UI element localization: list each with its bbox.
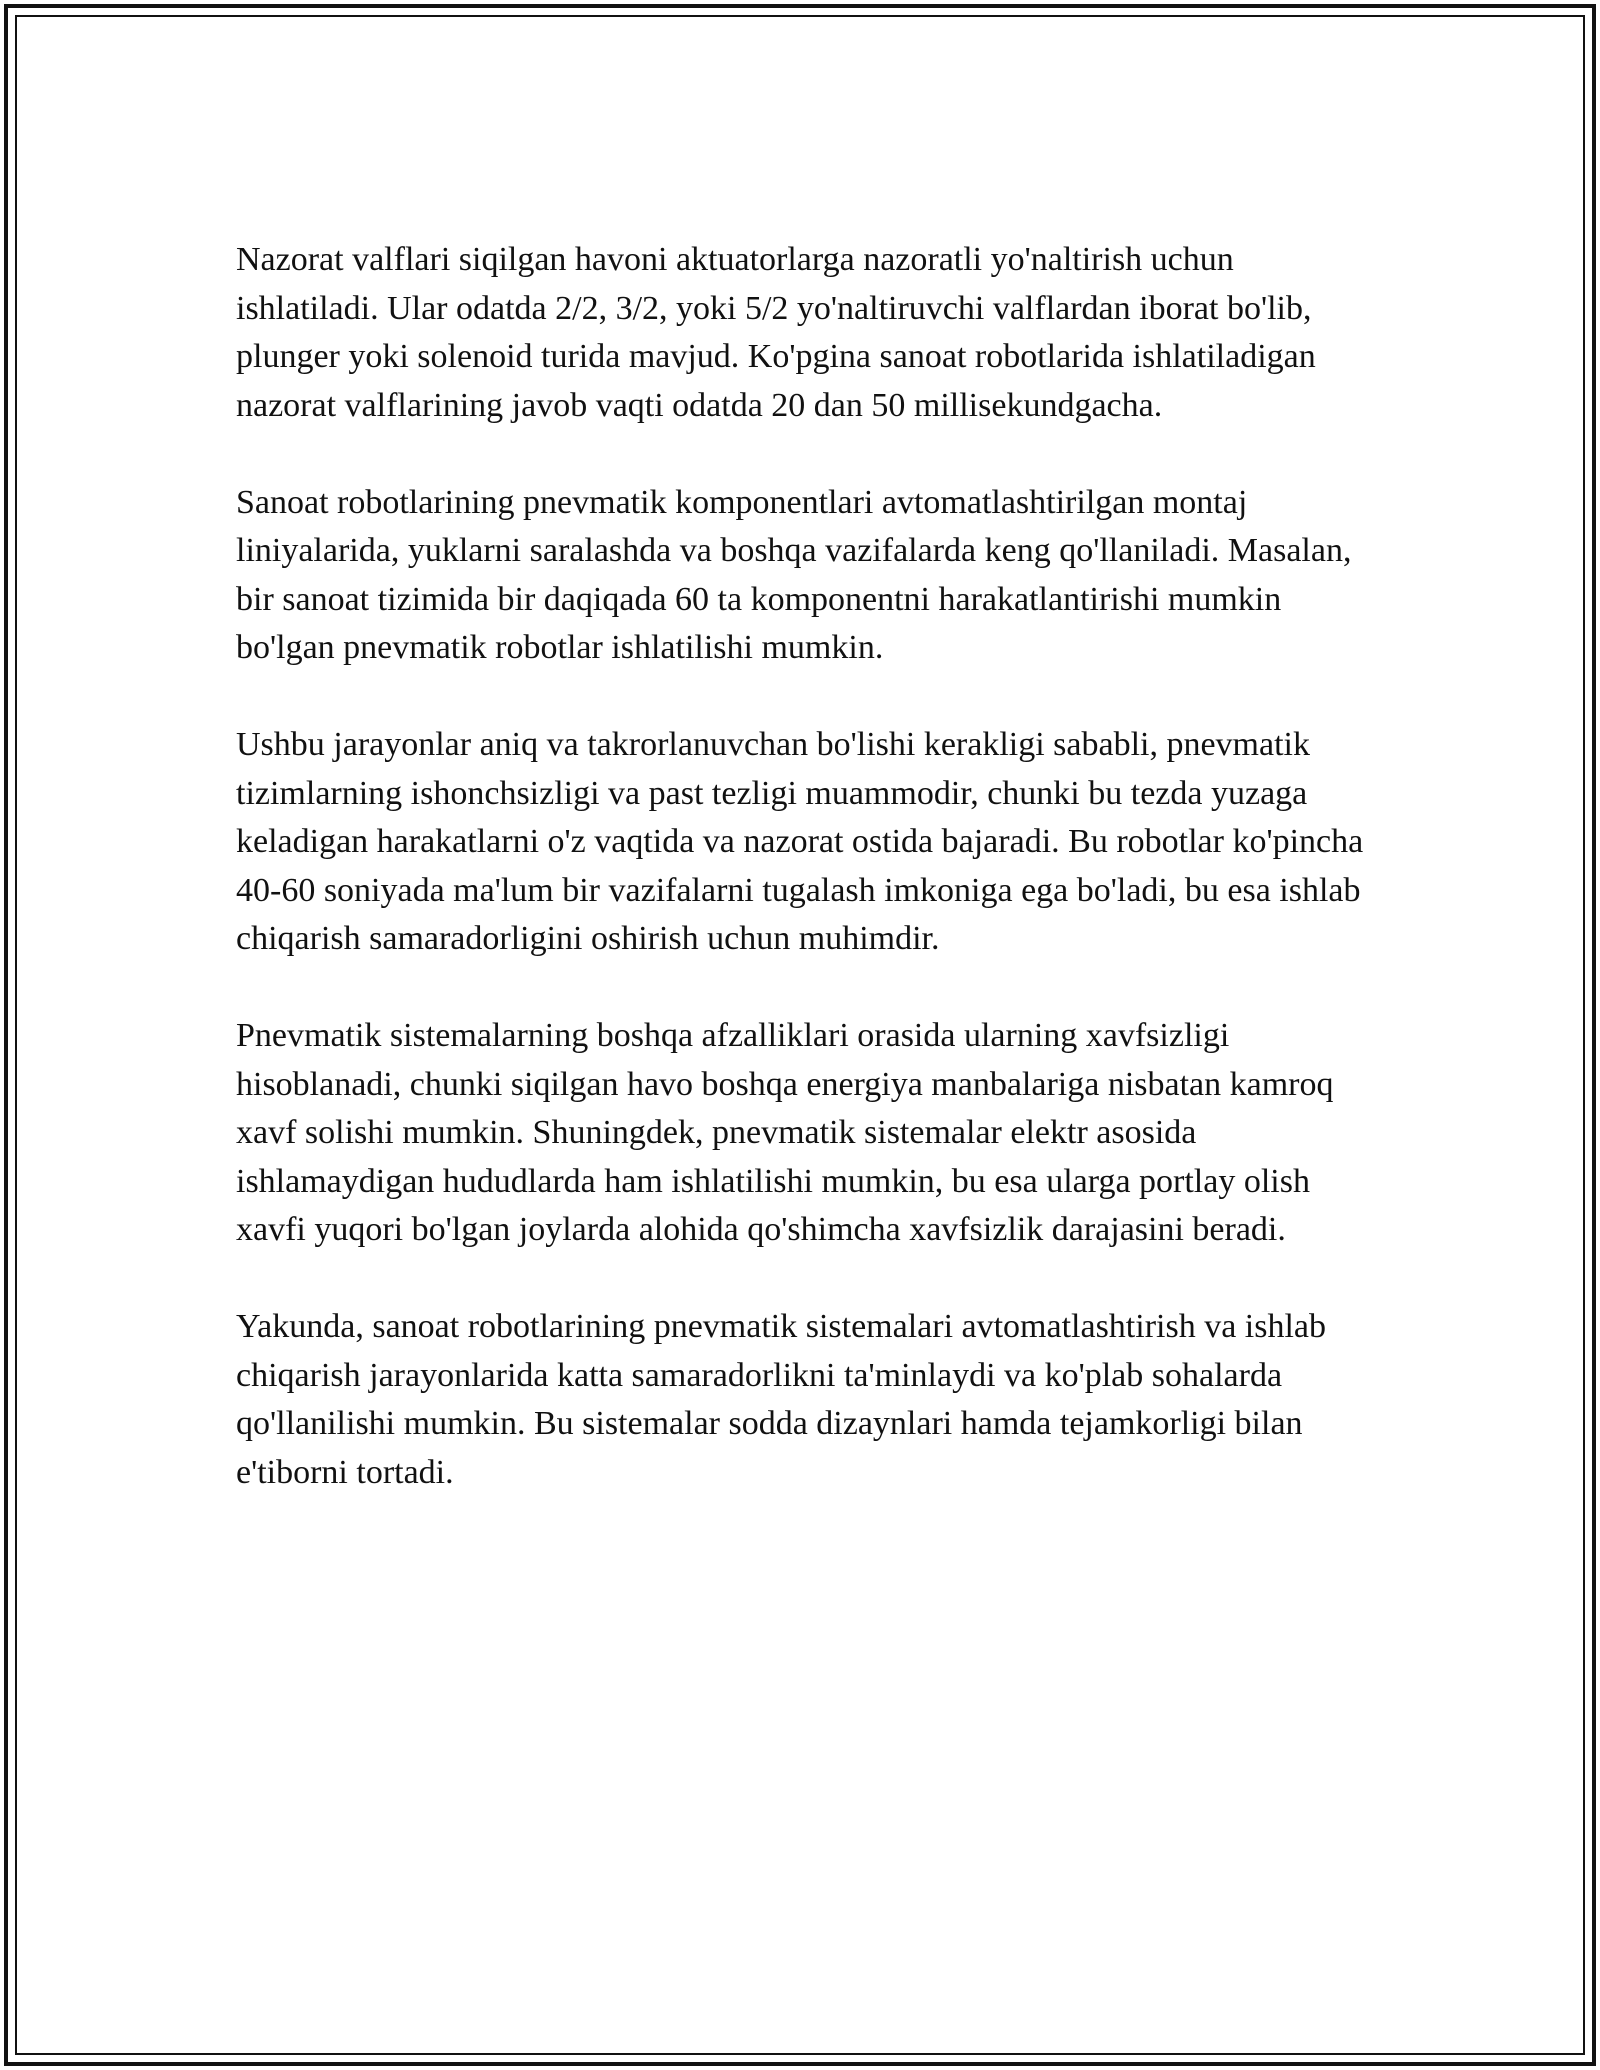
paragraph-3: Ushbu jarayonlar aniq va takrorlanuvchan bo'lishi kerakligi sababli, pnevmatik tizimlarning ishonchsizligi va past tezligi muammodir, chunki bu tezda yuzaga keladigan harakatlarni o'z vaqtida va nazorat ostida bajaradi. Bu robotlar ko'pincha 40-60 soniyada ma'lum bir vazifalarni tugalash imkoniga ega bo'ladi, bu esa ishlab chiqarish samaradorligini oshirish uchun muhimdir. — [236, 726, 1364, 957]
paragraph-5: Yakunda, sanoat robotlarining pnevmatik sistemalari avtomatlashtirish va ishlab chiqarish jarayonlarida katta samaradorlikni ta'minlaydi va ko'plab sohalarda qo'llanilishi mumkin. Bu sistemalar sodda dizaynlari hamda tejamkorligi bilan e'tiborni tortadi. — [236, 1308, 1327, 1491]
document-body — [236, 236, 1368, 1546]
paragraph-1: Nazorat valflari siqilgan havoni aktuatorlarga nazoratli yo'naltirish uchun ishlatiladi. Ular odatda 2/2, 3/2, yoki 5/2 yo'naltiruvchi valflardan iborat bo'lib, plunger yoki solenoid turida mavjud. Ko'pgina sanoat robotlarida ishlatiladigan nazorat valflarining javob vaqti odatda 20 dan 50 millisekundgacha. — [236, 241, 1316, 424]
paragraph-4: Pnevmatik sistemalarning boshqa afzalliklari orasida ularning xavfsizligi hisoblanadi, chunki siqilgan havo boshqa energiya manbalariga nisbatan kamroq xavf solishi mumkin. Shuningdek, pnevmatik sistemalar elektr asosida ishlamaydigan hududlarda ham ishlatilishi mumkin, bu esa ularga portlay olish xavfi yuqori bo'lgan joylarda alohida qo'shimcha xavfsizlik darajasini beradi. — [236, 1017, 1334, 1248]
paragraph-2: Sanoat robotlarining pnevmatik komponentlari avtomatlashtirilgan montaj liniyalarida, yuklarni saralashda va boshqa vazifalarda keng qo'llaniladi. Masalan, bir sanoat tizimida bir daqiqada 60 ta komponentni harakatlantirishi mumkin bo'lgan pnevmatik robotlar ishlatilishi mumkin. — [236, 483, 1352, 666]
